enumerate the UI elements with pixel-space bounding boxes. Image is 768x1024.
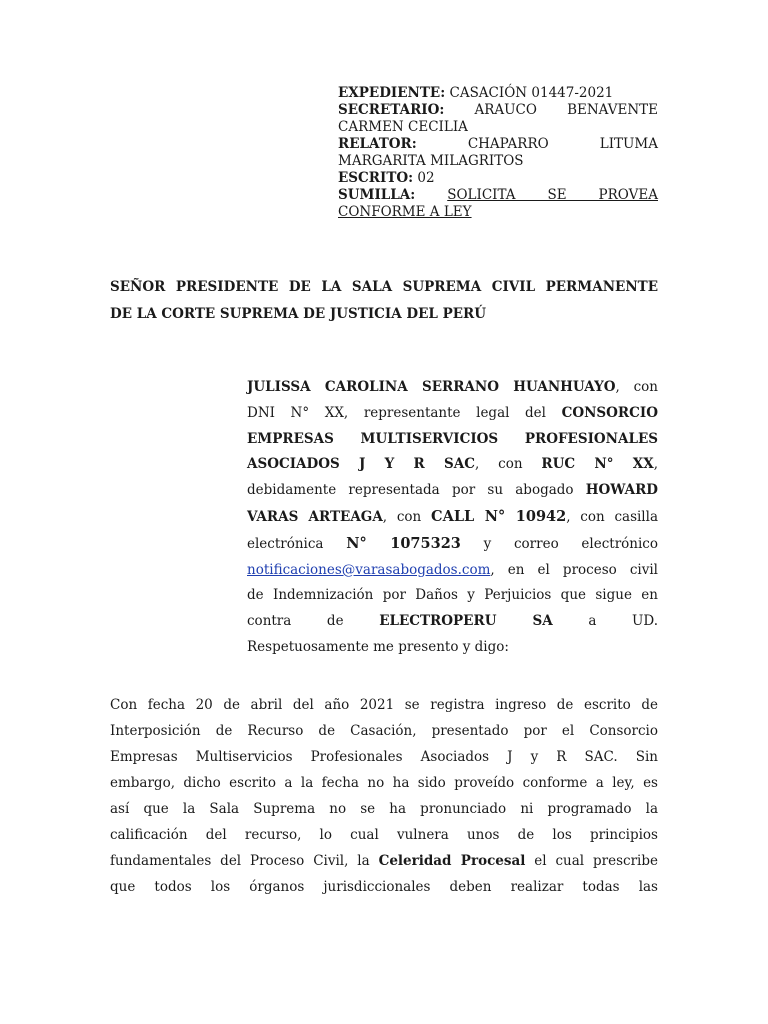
intro-text: debidamente representada por su abogado bbox=[247, 482, 574, 499]
intro-text: , con casilla bbox=[566, 508, 658, 525]
consorcio-name: CONSORCIO bbox=[561, 404, 658, 421]
addressee-line-1: SEÑOR PRESIDENTE DE LA SALA SUPREMA CIVIL PERMANENTE bbox=[110, 279, 658, 295]
body-line-5: así que la Sala Suprema no se ha pronunciado ni programado la bbox=[110, 801, 658, 817]
intro-text: a UD. bbox=[588, 613, 659, 630]
intro-text: de Indemnización por Daños y Perjuicios que sigue en bbox=[247, 587, 658, 604]
ruc-number: RUC N° XX bbox=[541, 456, 654, 473]
intro-text: electrónica bbox=[247, 535, 324, 552]
relator-label: RELATOR: bbox=[338, 136, 417, 152]
email-link[interactable]: notificaciones@varasabogados.com bbox=[247, 561, 491, 578]
intro-text: , bbox=[653, 456, 658, 473]
intro-line-3 bbox=[247, 427, 658, 453]
body-line-4: embargo, dicho escrito a la fecha no ha sido proveído conforme a ley, es bbox=[110, 775, 658, 791]
body-line-8: que todos los órganos jurisdiccionales deben realizar todas las bbox=[110, 879, 658, 895]
intro-line-2 bbox=[247, 401, 658, 427]
sumilla-label: SUMILLA: bbox=[338, 187, 416, 203]
secretario-label: SECRETARIO: bbox=[338, 102, 445, 118]
defendant-name: ELECTROPERU SA bbox=[379, 613, 553, 630]
body-line-6: calificación del recurso, lo cual vulnera unos de los principios bbox=[110, 827, 658, 843]
intro-text: y correo electrónico bbox=[483, 535, 658, 552]
body-text: fundamentales del Proceso Civil, la bbox=[110, 853, 370, 869]
intro-line-1 bbox=[247, 375, 658, 401]
consorcio-name: EMPRESAS MULTISERVICIOS PROFESIONALES bbox=[247, 430, 658, 447]
petitioner-name: JULISSA CAROLINA SERRANO HUANHUAYO bbox=[247, 379, 616, 395]
casilla-number: N° 1075323 bbox=[346, 534, 461, 552]
consorcio-name: ASOCIADOS J Y R SAC bbox=[247, 456, 475, 473]
relator-line bbox=[338, 136, 658, 153]
addressee-line-2: DE LA CORTE SUPREMA DE JUSTICIA DEL PERÚ bbox=[110, 306, 487, 322]
escrito-line bbox=[338, 170, 658, 187]
expediente-line bbox=[338, 85, 658, 102]
sumilla-value: SOLICITA SE PROVEA bbox=[447, 187, 658, 203]
intro-line-4 bbox=[247, 452, 658, 478]
case-header bbox=[338, 85, 658, 221]
intro-text: Respetuosamente me presento y digo: bbox=[247, 638, 509, 655]
celeridad-procesal: Celeridad Procesal bbox=[378, 853, 526, 869]
sumilla-value-2: CONFORME A LEY bbox=[338, 204, 472, 220]
addressee bbox=[110, 274, 658, 328]
expediente-label: EXPEDIENTE: bbox=[338, 85, 446, 101]
intro-text: contra de bbox=[247, 613, 344, 630]
intro-line-8 bbox=[247, 558, 658, 584]
intro-paragraph bbox=[247, 375, 658, 661]
body-line-7 bbox=[110, 848, 658, 874]
body-line-3: Empresas Multiservicios Profesionales Asociados J y R SAC. Sin bbox=[110, 749, 658, 765]
sumilla-line-2 bbox=[338, 204, 658, 221]
intro-line-10 bbox=[247, 609, 658, 635]
intro-line-9 bbox=[247, 583, 658, 609]
lawyer-name: VARAS ARTEAGA bbox=[247, 508, 383, 525]
secretario-value-2: CARMEN CECILIA bbox=[338, 119, 468, 135]
expediente-value: CASACIÓN 01447-2021 bbox=[449, 85, 614, 101]
body-text: el cual prescribe bbox=[534, 853, 658, 869]
relator-line-2 bbox=[338, 153, 658, 170]
intro-text: , con bbox=[475, 456, 523, 473]
intro-line-6 bbox=[247, 504, 658, 531]
intro-line-11 bbox=[247, 635, 658, 661]
sumilla-line bbox=[338, 187, 658, 204]
lawyer-name: HOWARD bbox=[585, 482, 658, 499]
intro-line-5 bbox=[247, 478, 658, 504]
relator-value: CHAPARRO LITUMA bbox=[467, 136, 658, 152]
body-line-2: Interposición de Recurso de Casación, presentado por el Consorcio bbox=[110, 723, 658, 739]
intro-text: , con bbox=[615, 379, 658, 395]
body-line-1: Con fecha 20 de abril del año 2021 se registra ingreso de escrito de bbox=[110, 697, 658, 713]
intro-text: , en el proceso civil bbox=[490, 561, 658, 578]
escrito-label: ESCRITO: bbox=[338, 170, 414, 186]
intro-text: , con bbox=[382, 508, 422, 525]
intro-line-7 bbox=[247, 531, 658, 558]
relator-value-2: MARGARITA MILAGRITOS bbox=[338, 153, 524, 169]
secretario-value: ARAUCO BENAVENTE bbox=[474, 102, 659, 118]
secretario-line bbox=[338, 102, 658, 119]
call-number: CALL N° 10942 bbox=[431, 507, 567, 525]
body-paragraph bbox=[110, 692, 658, 900]
intro-text: DNI N° XX, representante legal del bbox=[247, 404, 546, 421]
secretario-line-2 bbox=[338, 119, 658, 136]
escrito-value: 02 bbox=[417, 170, 435, 186]
